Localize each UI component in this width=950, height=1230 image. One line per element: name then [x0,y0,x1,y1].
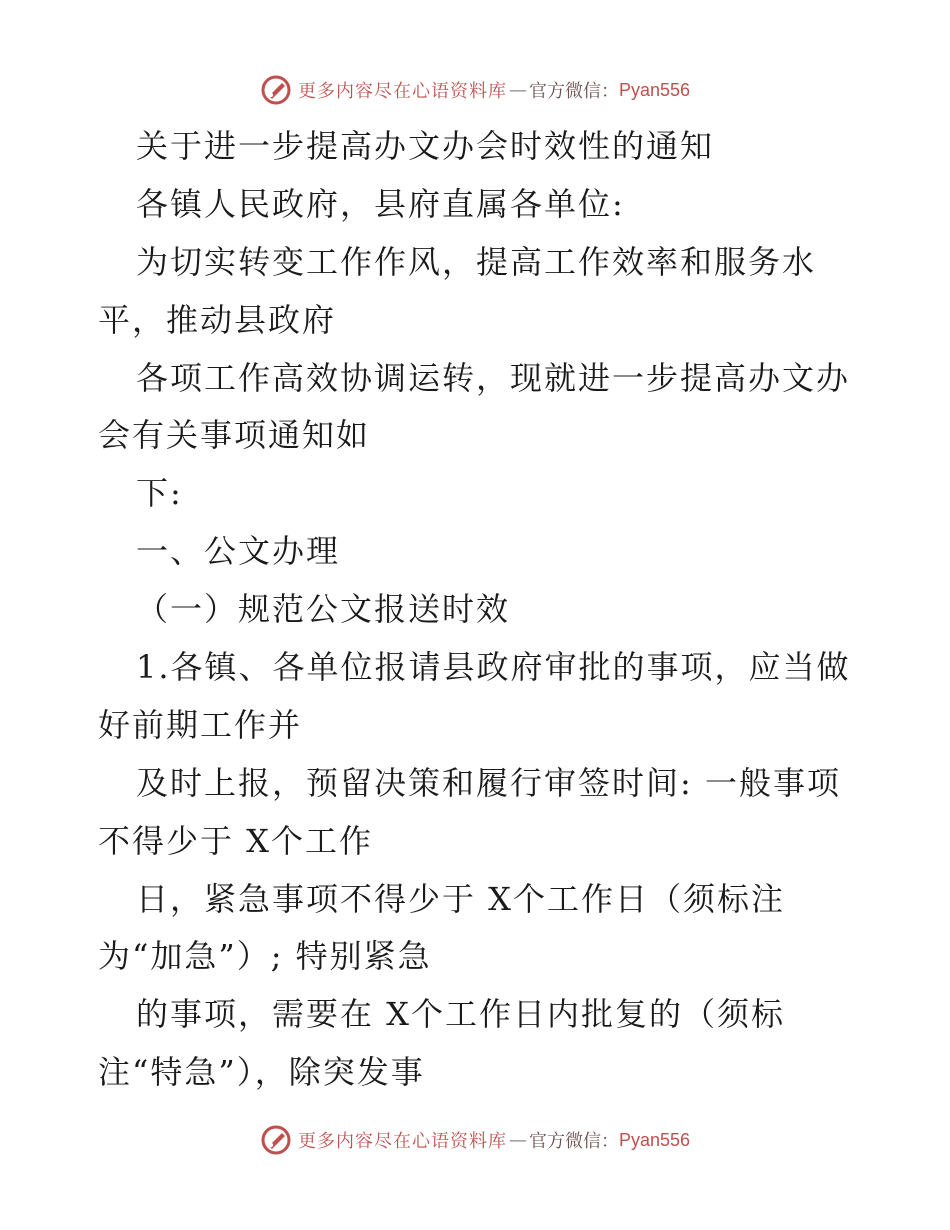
subsection-heading: （一）规范公文报送时效 [136,590,511,629]
watermark-separator: — [508,79,527,101]
doc-line: 各项工作高效协调运转，现就进一步提高办文办 [136,358,851,397]
doc-line: 下: [136,474,183,513]
doc-line: 及时上报，预留决策和履行审签时间: 一般事项 [136,763,841,802]
doc-line: 不得少于 X个工作 [98,821,373,860]
doc-line: 会有关事项通知如 [98,416,371,455]
doc-line: 为“加急”）; 特别紧急 [98,937,432,976]
doc-line: 平，推动县政府 [98,300,337,339]
doc-line: 为切实转变工作作风，提高工作效率和服务水 [136,242,817,281]
footer-watermark [0,1120,950,1160]
header-watermark [0,70,950,110]
doc-line: 的事项，需要在 X个工作日内批复的（须标 [136,995,785,1034]
doc-line: 1.各镇、各单位报请县政府审批的事项，应当做 [136,648,851,687]
watermark-separator: — [508,1129,527,1151]
brand-logo-icon [260,74,292,106]
watermark-wechat-label: 官方微信： [528,81,619,102]
doc-line: 好前期工作并 [98,705,303,744]
doc-line: 日，紧急事项不得少于 X个工作日（须标注 [136,879,785,918]
doc-title: 关于进一步提高办文办会时效性的通知 [136,127,715,165]
watermark-site-text: 更多内容尽在心语资料库 [297,81,507,102]
watermark-wechat-id: Pyan556 [618,79,691,100]
brand-logo-icon [260,1124,292,1156]
doc-line: 注“特急”），除突发事 [98,1053,425,1092]
watermark-wechat-label: 官方微信： [528,1131,619,1152]
section-heading: 一、公文办理 [136,532,341,571]
watermark-site-text: 更多内容尽在心语资料库 [297,1131,507,1152]
doc-salutation: 各镇人民政府，县府直属各单位: [136,184,625,223]
document-body [98,118,858,1102]
watermark-wechat-id: Pyan556 [618,1129,691,1150]
